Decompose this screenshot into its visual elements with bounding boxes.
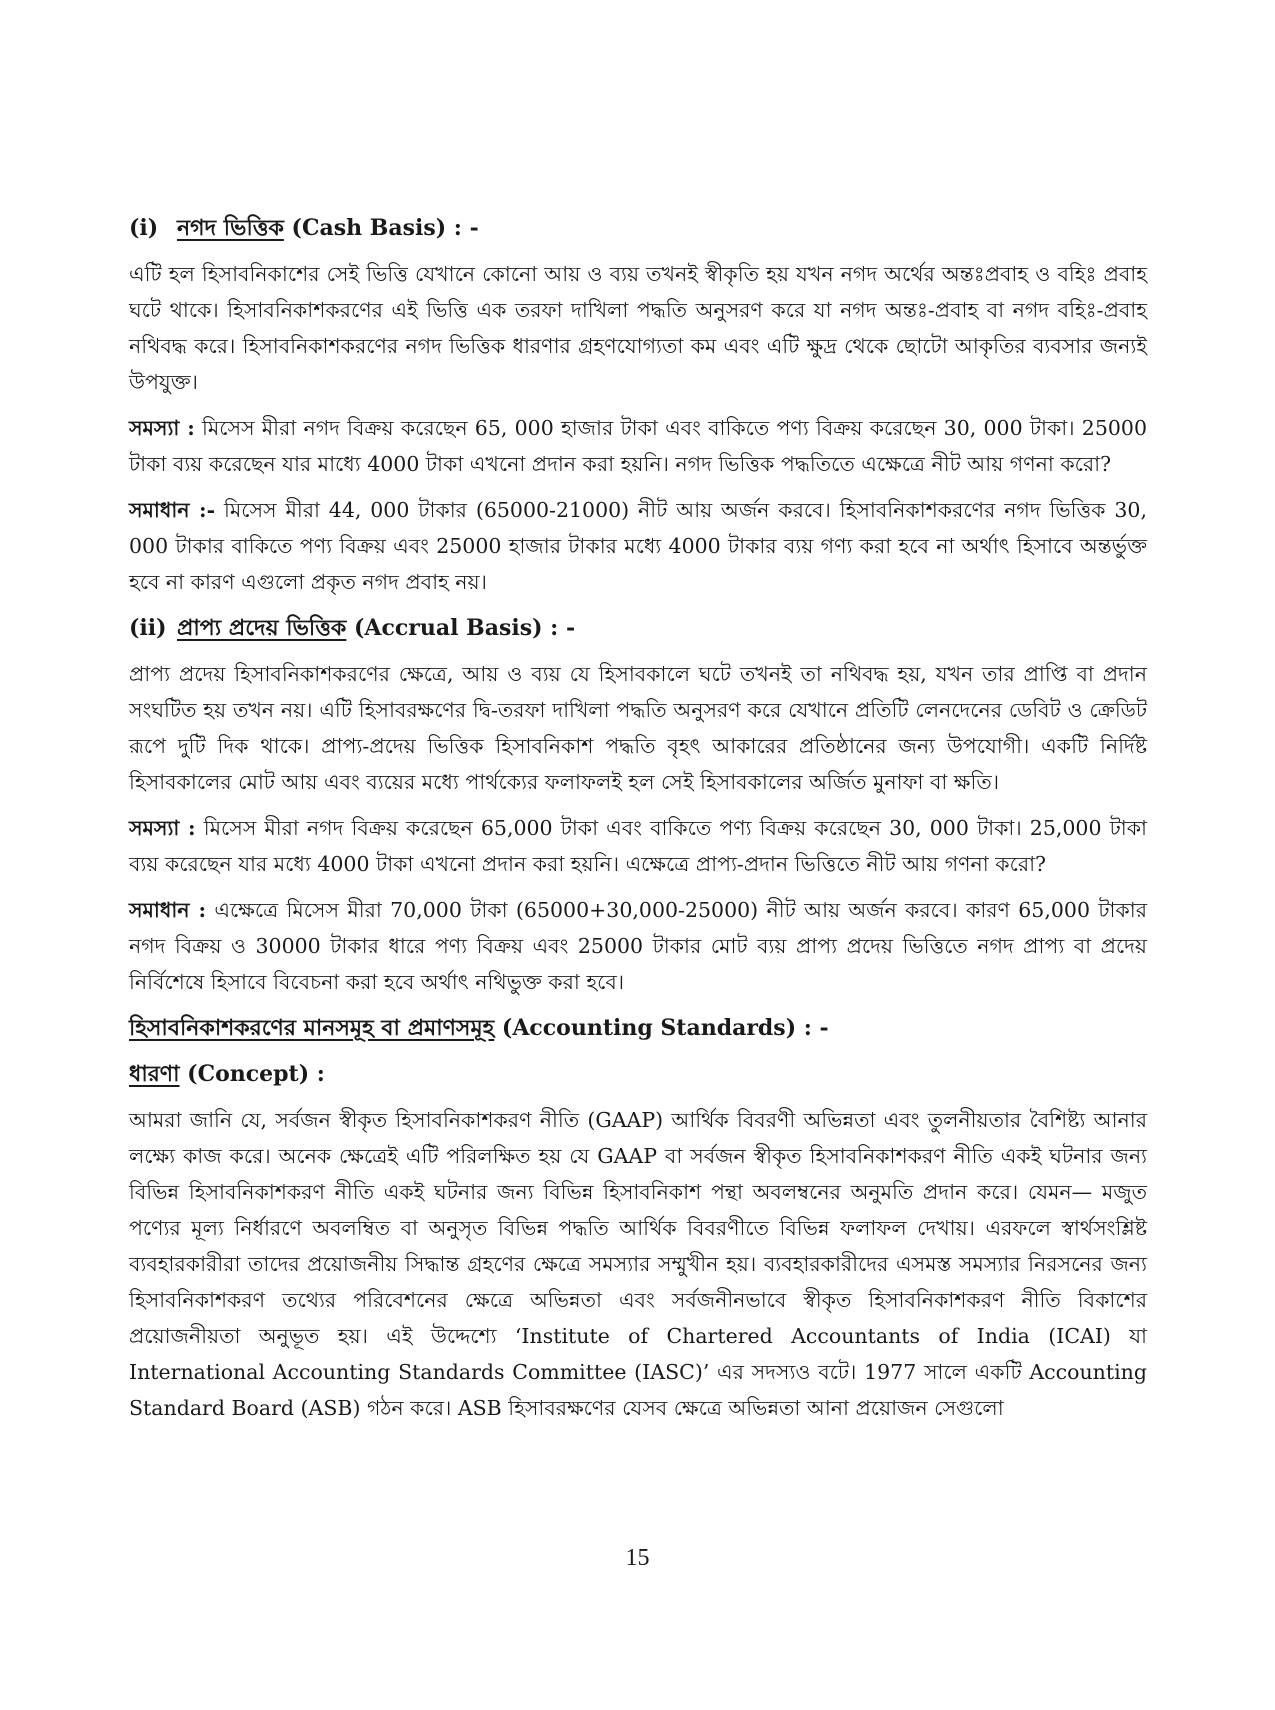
accrual-basis-title-bn: প্রাপ্য প্রদেয় ভিত্তিক <box>177 615 347 641</box>
standards-title-en: (Accounting Standards) : - <box>501 1015 829 1041</box>
section-number: (i) <box>129 215 159 241</box>
concept-title-bn: ধারণা <box>129 1061 180 1087</box>
problem-text: মিসেস মীরা নগদ বিক্রয় করেছেন 65, 000 হাজার টাকা এবং বাকিতে পণ্য বিক্রয় করেছেন 30, 000 টাকা। 25000 টাকা ব্যয় করেছেন যার মাধ্যে 4000 টাকা এখনো প্রদান করা হয়নি। নগদ ভিত্তিক পদ্ধতিতে এক্ষেত্রে নীট আয় গণনা করো? <box>129 416 1147 476</box>
cash-basis-paragraph: এটি হল হিসাবনিকাশের সেই ভিত্তি যেখানে কোনো আয় ও ব্যয় তখনই স্বীকৃতি হয় যখন নগদ অর্থের অন্তঃপ্রবাহ ও বহিঃ প্রবাহ ঘটে থাকে। হিসাবনিকাশকরণের এই ভিত্তি এক তরফা দাখিলা পদ্ধতি অনুসরণ করে যা নগদ অন্তঃ-প্রবাহ বা নগদ বহিঃ-প্রবাহ নথিবদ্ধ করে। হিসাবনিকাশকরণের নগদ ভিত্তিক ধারণার গ্রহণযোগ্যতা কম এবং এটি ক্ষুদ্র থেকে ছোটো আকৃতির ব্যবসার জন্যই উপযুক্ত। <box>129 262 1147 394</box>
accounting-standards-heading <box>129 1010 1147 1046</box>
solution-label: সমাধান : <box>129 898 207 922</box>
cash-basis-heading <box>129 210 1147 246</box>
accrual-basis-solution <box>129 892 1147 1000</box>
solution-label: সমাধান :- <box>129 498 216 522</box>
cash-basis-problem <box>129 410 1147 482</box>
concept-heading <box>129 1056 1147 1092</box>
standards-title-bn: হিসাবনিকাশকরণের মানসমূহ বা প্রমাণসমূহ <box>129 1015 495 1041</box>
problem-text: মিসেস মীরা নগদ বিক্রয় করেছেন 65,000 টাকা এবং বাকিতে পণ্য বিক্রয় করেছেন 30, 000 টাকা। 25,000 টাকা ব্যয় করেছেন যার মধ্যে 4000 টাকা এখনো প্রদান করা হয়নি। এক্ষেত্রে প্রাপ্য-প্রদান ভিত্তিতে নীট আয় গণনা করো? <box>129 816 1147 876</box>
page-content <box>129 210 1147 1436</box>
cash-basis-title-bn: নগদ ভিত্তিক <box>177 215 284 241</box>
accrual-basis-title-en: (Accrual Basis) : - <box>354 615 576 641</box>
accrual-basis-heading <box>129 610 1147 646</box>
cash-basis-solution <box>129 492 1147 600</box>
problem-label: সমস্যা : <box>129 816 196 840</box>
concept-title-en: (Concept) : <box>187 1061 325 1087</box>
concept-paragraph: আমরা জানি যে, সর্বজন স্বীকৃত হিসাবনিকাশকরণ নীতি (GAAP) আর্থিক বিবরণী অভিন্নতা এবং তুলনীয়তার বৈশিষ্ট্য আনার লক্ষ্যে কাজ করে। অনেক ক্ষেত্রেই এটি পরিলক্ষিত হয় যে GAAP বা সর্বজন স্বীকৃত হিসাবনিকাশকরণ নীতি একই ঘটনার জন্য বিভিন্ন হিসাবনিকাশকরণ নীতি একই ঘটনার জন্য বিভিন্ন হিসাবনিকাশ পন্থা অবলম্বনের অনুমতি প্রদান করে। যেমন— মজুত পণ্যের মূল্য নির্ধারণে অবলম্বিত বা অনুসৃত বিভিন্ন পদ্ধতি আর্থিক বিবরণীতে বিভিন্ন ফলাফল দেখায়। এরফলে স্বার্থসংশ্লিষ্ট ব্যবহারকারীরা তাদের প্রয়োজনীয় সিদ্ধান্ত গ্রহণের ক্ষেত্রে সমস্যার সম্মুখীন হয়। ব্যবহারকারীদের এসমস্ত সমস্যার নিরসনের জন্য হিসাবনিকাশকরণ তথ্যের পরিবেশনের ক্ষেত্রে অভিন্নতা এবং সর্বজনীনভাবে স্বীকৃত হিসাবনিকাশকরণ নীতি বিকাশের প্রয়োজনীয়তা অনুভূত হয়। এই উদ্দেশ্যে ‘Institute of Chartered Accountants of India (ICAI) যা International Accounting Standards Committee (IASC)’ এর সদস্যও বটে। 1977 সালে একটি Accounting Standard Board (ASB) গঠন করে। ASB হিসাবরক্ষণের যেসব ক্ষেত্রে অভিন্নতা আনা প্রয়োজন সেগুলো <box>129 1108 1147 1420</box>
page-number: 15 <box>625 1545 650 1571</box>
solution-text: এক্ষেত্রে মিসেস মীরা 70,000 টাকা (65000+30,000-25000) নীট আয় অর্জন করবে। কারণ 65,000 টাকার নগদ বিক্রয় ও 30000 টাকার ধারে পণ্য বিক্রয় এবং 25000 টাকার মোট ব্যয় প্রাপ্য প্রদেয় ভিত্তিতে নগদ প্রাপ্য বা প্রদেয় নির্বিশেষে হিসাবে বিবেচনা করা হবে অর্থাৎ নথিভুক্ত করা হবে। <box>129 898 1147 994</box>
problem-label: সমস্যা : <box>129 416 195 440</box>
solution-text: মিসেস মীরা 44, 000 টাকার (65000-21000) নীট আয় অর্জন করবে। হিসাবনিকাশকরণের নগদ ভিত্তিক 30, 000 টাকার বাকিতে পণ্য বিক্রয় এবং 25000 হাজার টাকার মধ্যে 4000 টাকার ব্যয় গণ্য করা হবে না অর্থাৎ হিসাবে অন্তর্ভুক্ত হবে না কারণ এগুলো প্রকৃত নগদ প্রবাহ নয়। <box>129 498 1147 594</box>
accrual-basis-paragraph: প্রাপ্য প্রদেয় হিসাবনিকাশকরণের ক্ষেত্রে, আয় ও ব্যয় যে হিসাবকালে ঘটে তখনই তা নথিবদ্ধ হয়, যখন তার প্রাপ্তি বা প্রদান সংঘটিত হয় তখন নয়। এটি হিসাবরক্ষণের দ্বি-তরফা দাখিলা পদ্ধতি অনুসরণ করে যেখানে প্রতিটি লেনদেনের ডেবিট ও ক্রেডিট রূপে দুটি দিক থাকে। প্রাপ্য-প্রদেয় ভিত্তিক হিসাবনিকাশ পদ্ধতি বৃহৎ আকারের প্রতিষ্ঠানের জন্য উপযোগী। একটি নির্দিষ্ট হিসাবকালের মোট আয় এবং ব্যয়ের মধ্যে পার্থক্যের ফলাফলই হল সেই হিসাবকালের অর্জিত মুনাফা বা ক্ষতি। <box>129 662 1147 794</box>
accrual-basis-problem <box>129 810 1147 882</box>
section-number: (ii) <box>129 615 167 641</box>
cash-basis-title-en: (Cash Basis) : - <box>291 215 479 241</box>
